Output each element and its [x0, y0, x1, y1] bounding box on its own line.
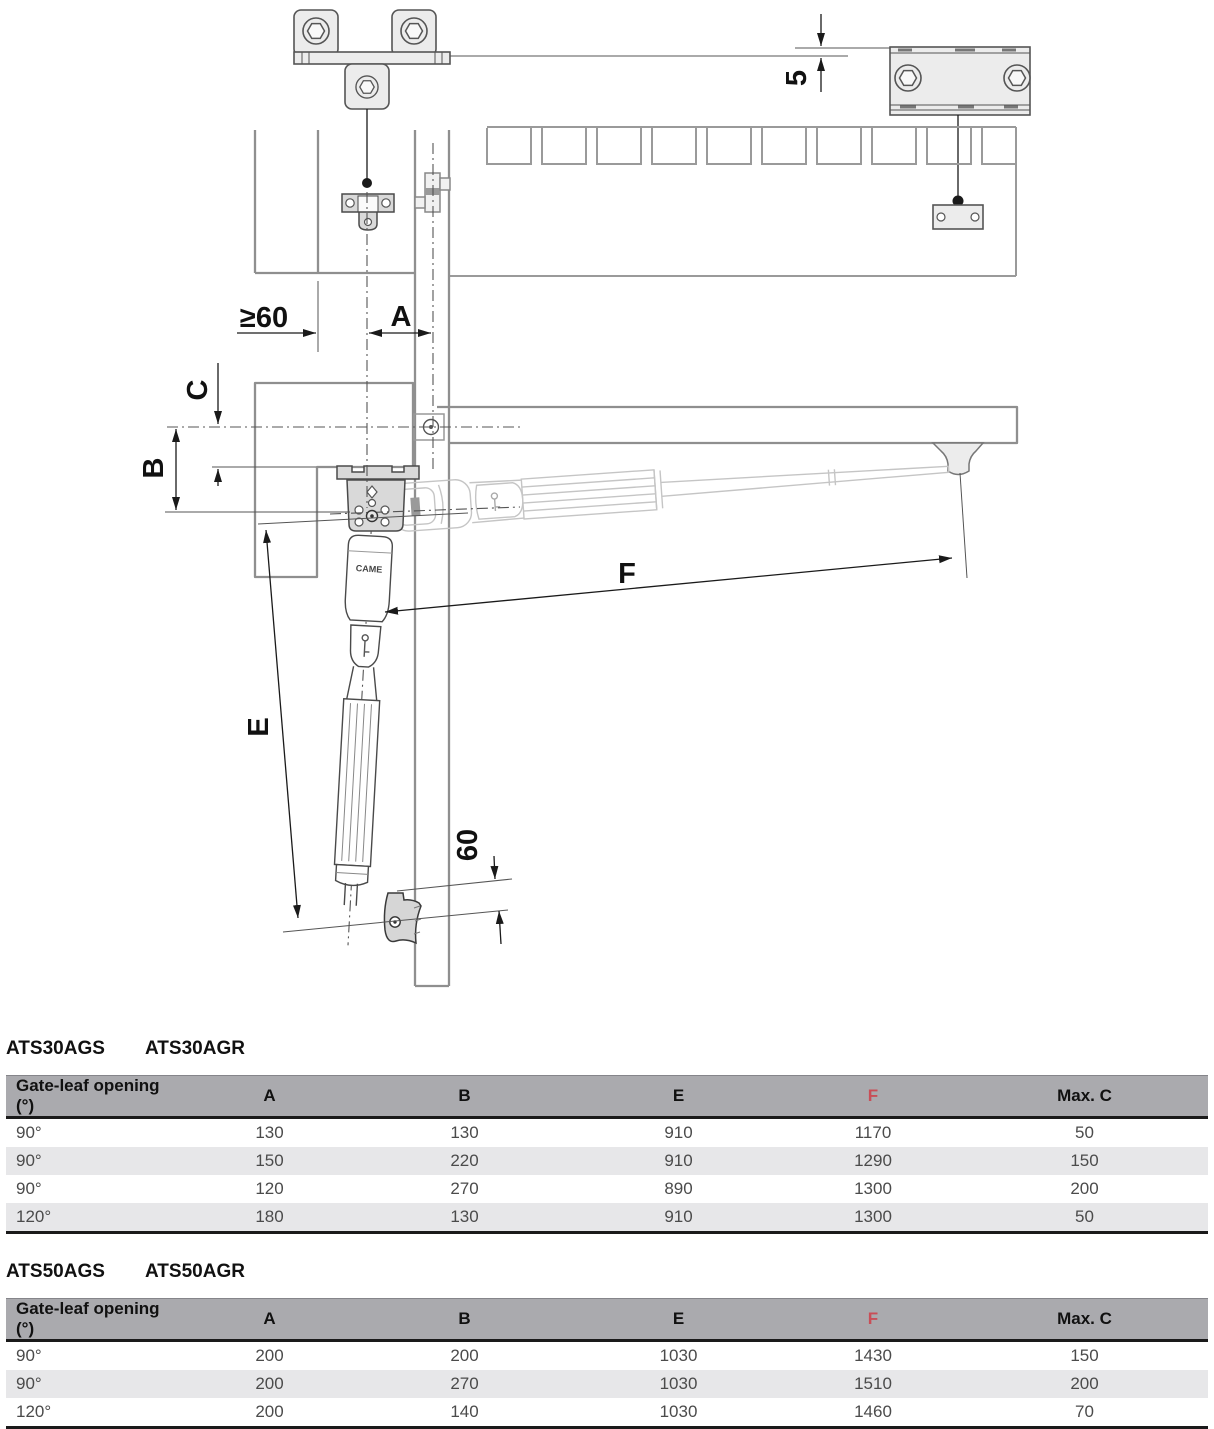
dim-label-60: 60 [452, 828, 484, 862]
table-cell: 200 [255, 1374, 284, 1393]
table-cell: 90° [16, 1346, 42, 1365]
table-cell: 220 [450, 1151, 479, 1170]
table-cell: 1300 [854, 1207, 892, 1226]
plumb-line [362, 109, 372, 188]
col-header-maxc: Max. C [961, 1299, 1208, 1341]
dim-label-e: E [243, 717, 275, 737]
col-header-f: F [785, 1299, 961, 1341]
table-cell: 90° [16, 1179, 42, 1198]
model-title: ATS30AGR [145, 1038, 245, 1059]
table-cell: 270 [450, 1179, 479, 1198]
table-cell: 50 [1075, 1123, 1094, 1142]
dim-f [385, 558, 952, 612]
table-cell: 1510 [854, 1374, 892, 1393]
gate-leaf-closed [437, 407, 1017, 443]
dim-c [182, 363, 316, 486]
table-cell: 890 [664, 1179, 693, 1198]
pivot-bolt [367, 511, 378, 522]
table-cell: 200 [255, 1402, 284, 1421]
gate-fence [450, 127, 1016, 276]
rear-bracket [337, 466, 419, 531]
table-cell: 70 [1075, 1402, 1094, 1421]
front-bracket [933, 443, 983, 578]
dim-b [138, 429, 350, 512]
dim-label-c: C [182, 379, 214, 401]
table-cell: 120° [16, 1402, 52, 1421]
dim-label-a: A [390, 301, 412, 333]
gate-post [415, 130, 449, 986]
col-header-b: B [357, 1076, 572, 1118]
table-cell: 150 [255, 1151, 284, 1170]
table-cell: 1170 [854, 1123, 892, 1142]
col-header-f: F [785, 1076, 961, 1118]
dim-plate-offset-5 [781, 14, 890, 92]
table-cell: 200 [255, 1346, 284, 1365]
table-cell: 140 [450, 1402, 479, 1421]
table-cell: 130 [255, 1123, 284, 1142]
table-cell: 90° [16, 1151, 42, 1170]
dimension-table-ats30 [6, 1075, 1208, 1234]
model-title: ATS50AGR [145, 1261, 245, 1282]
model-title: ATS50AGS [6, 1261, 105, 1282]
table-cell: 120° [16, 1207, 52, 1226]
table-cell: 130 [450, 1207, 479, 1226]
table-cell: 90° [16, 1374, 42, 1393]
table-cell: 1300 [854, 1179, 892, 1198]
table-cell: 910 [664, 1207, 693, 1226]
model-titles-ats50 [6, 1261, 1214, 1283]
table-cell: 200 [1070, 1179, 1099, 1198]
table-cell: 180 [255, 1207, 284, 1226]
dim-label-min60: ≥60 [239, 302, 289, 334]
dim-a [369, 301, 431, 333]
table-row [6, 1147, 1208, 1175]
device-logo: CAME [355, 563, 383, 575]
dim-min-clearance-60 [237, 302, 316, 334]
table-row [6, 1203, 1208, 1233]
table-cell: 1030 [659, 1374, 698, 1393]
header-row [6, 1299, 1208, 1341]
table-cell: 270 [450, 1374, 479, 1393]
table-cell: 150 [1070, 1151, 1099, 1170]
table-cell: 1460 [854, 1402, 892, 1421]
col-header-maxc: Max. C [961, 1076, 1208, 1118]
col-header-a: A [182, 1076, 357, 1118]
table-cell: 150 [1070, 1346, 1099, 1365]
table-cell: 1030 [659, 1402, 698, 1421]
table-cell: 910 [664, 1151, 693, 1170]
model-title: ATS30AGS [6, 1038, 105, 1059]
table-row [6, 1341, 1208, 1371]
table-cell: 1430 [854, 1346, 892, 1365]
table-cell: 1290 [854, 1151, 892, 1170]
col-header-opening: Gate-leaf opening (°) [6, 1076, 182, 1118]
table-row [6, 1118, 1208, 1148]
table-row [6, 1398, 1208, 1428]
col-header-b: B [357, 1299, 572, 1341]
table-cell: 130 [450, 1123, 479, 1142]
model-titles-ats30 [6, 1038, 1214, 1060]
u-bracket [342, 194, 394, 230]
table-cell: 910 [664, 1123, 693, 1142]
dim-label-b: B [138, 457, 170, 479]
col-header-opening: Gate-leaf opening (°) [6, 1299, 182, 1341]
actuator-closed-ghost [391, 445, 950, 532]
dim-label-5: 5 [781, 69, 813, 87]
table-cell: 50 [1075, 1207, 1094, 1226]
col-header-e: E [572, 1076, 785, 1118]
col-header-a: A [182, 1299, 357, 1341]
table-row [6, 1370, 1208, 1398]
header-row [6, 1076, 1208, 1118]
actuator-open [326, 501, 395, 947]
dim-label-f: F [618, 558, 636, 590]
latch-plate-link [933, 115, 983, 229]
table-cell: 90° [16, 1123, 42, 1142]
col-header-e: E [572, 1299, 785, 1341]
table-cell: 120 [255, 1179, 284, 1198]
table-row [6, 1175, 1208, 1203]
table-cell: 200 [1070, 1374, 1099, 1393]
table-cell: 200 [450, 1346, 479, 1365]
dimension-table-ats50 [6, 1298, 1208, 1429]
table-cell: 1030 [659, 1346, 698, 1365]
